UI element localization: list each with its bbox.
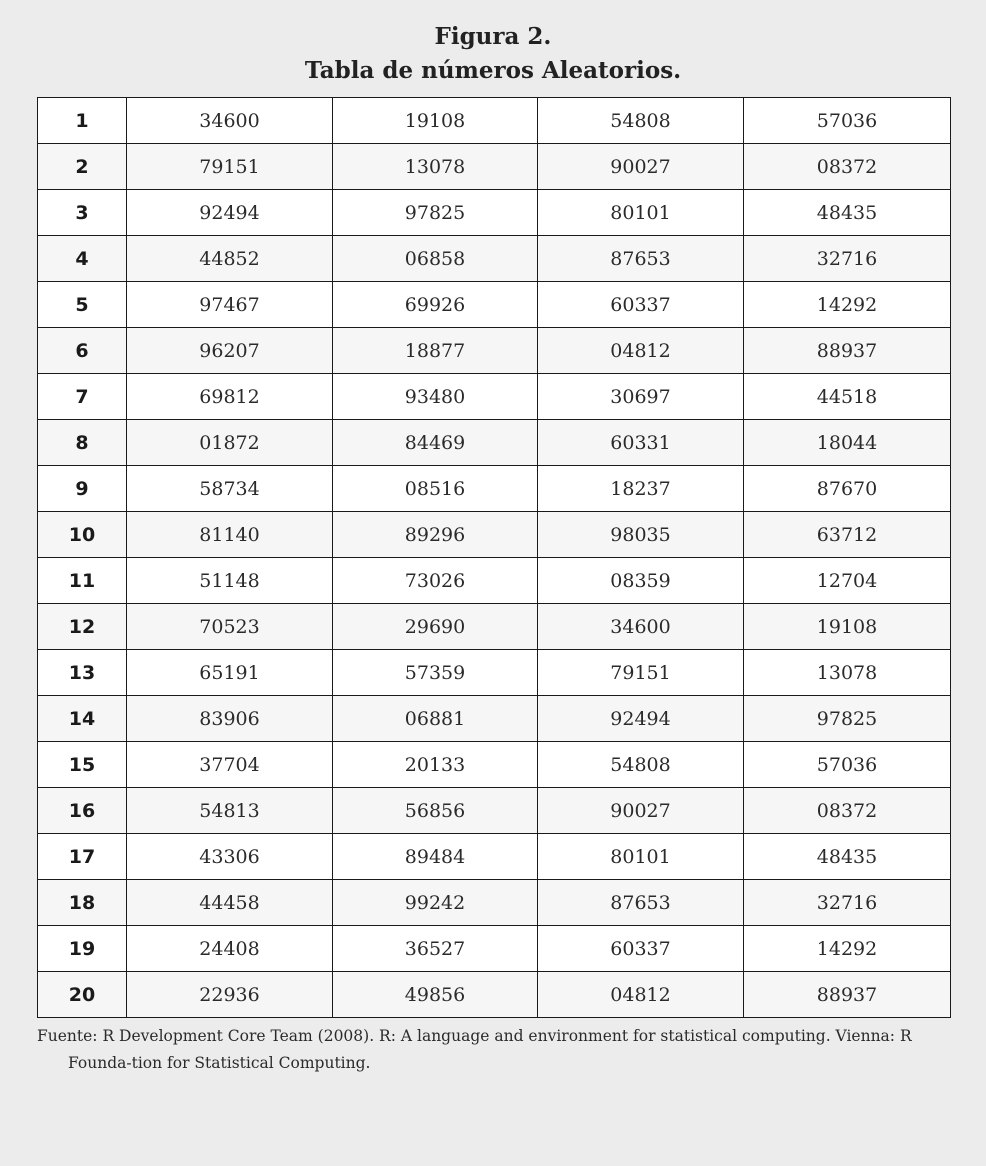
random-number-cell: 36527 (333, 926, 538, 972)
random-number-cell: 60337 (538, 282, 744, 328)
random-numbers-table (37, 97, 951, 1018)
row-number: 14 (38, 696, 127, 742)
random-number-cell: 57036 (744, 98, 951, 144)
random-number-cell: 37704 (127, 742, 333, 788)
row-number: 17 (38, 834, 127, 880)
table-row (38, 926, 951, 972)
random-number-cell: 43306 (127, 834, 333, 880)
random-number-cell: 84469 (333, 420, 538, 466)
table-row (38, 420, 951, 466)
random-number-cell: 57359 (333, 650, 538, 696)
row-number: 16 (38, 788, 127, 834)
figure-title: Tabla de números Aleatorios. (304, 57, 682, 84)
random-number-cell: 13078 (333, 144, 538, 190)
random-number-cell: 08359 (538, 558, 744, 604)
random-number-cell: 88937 (744, 972, 951, 1018)
random-number-cell: 18877 (333, 328, 538, 374)
random-number-cell: 48435 (744, 834, 951, 880)
random-number-cell: 14292 (744, 926, 951, 972)
random-number-cell: 04812 (538, 328, 744, 374)
row-number: 4 (38, 236, 127, 282)
random-number-cell: 56856 (333, 788, 538, 834)
random-number-cell: 54808 (538, 98, 744, 144)
table-row (38, 374, 951, 420)
random-number-cell: 44852 (127, 236, 333, 282)
row-number: 20 (38, 972, 127, 1018)
random-number-cell: 79151 (127, 144, 333, 190)
random-number-cell: 14292 (744, 282, 951, 328)
random-number-cell: 54808 (538, 742, 744, 788)
random-number-cell: 34600 (127, 98, 333, 144)
row-number: 3 (38, 190, 127, 236)
random-number-cell: 19108 (333, 98, 538, 144)
table-row (38, 880, 951, 926)
random-number-cell: 20133 (333, 742, 538, 788)
random-number-cell: 49856 (333, 972, 538, 1018)
table-row (38, 190, 951, 236)
random-number-cell: 92494 (538, 696, 744, 742)
random-number-cell: 29690 (333, 604, 538, 650)
row-number: 8 (38, 420, 127, 466)
random-number-cell: 54813 (127, 788, 333, 834)
random-number-cell: 99242 (333, 880, 538, 926)
random-number-cell: 92494 (127, 190, 333, 236)
table-row (38, 466, 951, 512)
table-row (38, 834, 951, 880)
random-number-cell: 19108 (744, 604, 951, 650)
random-number-cell: 32716 (744, 880, 951, 926)
row-number: 5 (38, 282, 127, 328)
source-note: Fuente: R Development Core Team (2008). R: A language and environment for statistical computing. Vienna: R Founda-tion for Statistical Computing. (37, 1027, 912, 1072)
random-number-cell: 30697 (538, 374, 744, 420)
random-number-cell: 57036 (744, 742, 951, 788)
table-row (38, 558, 951, 604)
table-row (38, 236, 951, 282)
table-row (38, 98, 951, 144)
random-number-cell: 24408 (127, 926, 333, 972)
table-row (38, 328, 951, 374)
random-number-cell: 34600 (538, 604, 744, 650)
random-number-cell: 89484 (333, 834, 538, 880)
random-number-cell: 93480 (333, 374, 538, 420)
row-number: 1 (38, 98, 127, 144)
row-number: 12 (38, 604, 127, 650)
random-number-cell: 73026 (333, 558, 538, 604)
random-number-cell: 69926 (333, 282, 538, 328)
random-number-cell: 81140 (127, 512, 333, 558)
row-number: 2 (38, 144, 127, 190)
random-number-cell: 87653 (538, 880, 744, 926)
row-number: 15 (38, 742, 127, 788)
row-number: 7 (38, 374, 127, 420)
random-number-cell: 44458 (127, 880, 333, 926)
row-number: 9 (38, 466, 127, 512)
random-number-cell: 48435 (744, 190, 951, 236)
random-number-cell: 70523 (127, 604, 333, 650)
random-number-cell: 97467 (127, 282, 333, 328)
random-number-cell: 22936 (127, 972, 333, 1018)
table-row (38, 742, 951, 788)
random-number-cell: 79151 (538, 650, 744, 696)
random-number-cell: 87653 (538, 236, 744, 282)
random-number-cell: 44518 (744, 374, 951, 420)
random-number-cell: 58734 (127, 466, 333, 512)
random-number-cell: 89296 (333, 512, 538, 558)
random-number-cell: 83906 (127, 696, 333, 742)
random-number-cell: 13078 (744, 650, 951, 696)
random-number-cell: 08372 (744, 788, 951, 834)
table-body (38, 98, 951, 1018)
random-number-cell: 18044 (744, 420, 951, 466)
random-number-cell: 08516 (333, 466, 538, 512)
random-number-cell: 80101 (538, 190, 744, 236)
row-number: 19 (38, 926, 127, 972)
random-number-cell: 63712 (744, 512, 951, 558)
random-number-cell: 51148 (127, 558, 333, 604)
row-number: 10 (38, 512, 127, 558)
random-number-cell: 69812 (127, 374, 333, 420)
table-row (38, 512, 951, 558)
figure-label: Figura 2. (434, 23, 552, 50)
table-row (38, 282, 951, 328)
random-number-cell: 08372 (744, 144, 951, 190)
random-number-cell: 90027 (538, 144, 744, 190)
random-number-cell: 60337 (538, 926, 744, 972)
random-number-cell: 98035 (538, 512, 744, 558)
random-number-cell: 60331 (538, 420, 744, 466)
random-number-cell: 06881 (333, 696, 538, 742)
random-number-cell: 04812 (538, 972, 744, 1018)
row-number: 6 (38, 328, 127, 374)
random-number-cell: 80101 (538, 834, 744, 880)
table-row (38, 650, 951, 696)
random-number-cell: 18237 (538, 466, 744, 512)
random-number-cell: 32716 (744, 236, 951, 282)
random-number-cell: 97825 (333, 190, 538, 236)
row-number: 13 (38, 650, 127, 696)
random-number-cell: 90027 (538, 788, 744, 834)
row-number: 11 (38, 558, 127, 604)
random-number-cell: 96207 (127, 328, 333, 374)
table-row (38, 972, 951, 1018)
random-number-cell: 87670 (744, 466, 951, 512)
random-number-cell: 06858 (333, 236, 538, 282)
random-number-cell: 12704 (744, 558, 951, 604)
table-row (38, 696, 951, 742)
random-number-cell: 01872 (127, 420, 333, 466)
random-number-cell: 65191 (127, 650, 333, 696)
row-number: 18 (38, 880, 127, 926)
table-row (38, 144, 951, 190)
random-number-cell: 97825 (744, 696, 951, 742)
random-number-cell: 88937 (744, 328, 951, 374)
table-row (38, 604, 951, 650)
table-row (38, 788, 951, 834)
